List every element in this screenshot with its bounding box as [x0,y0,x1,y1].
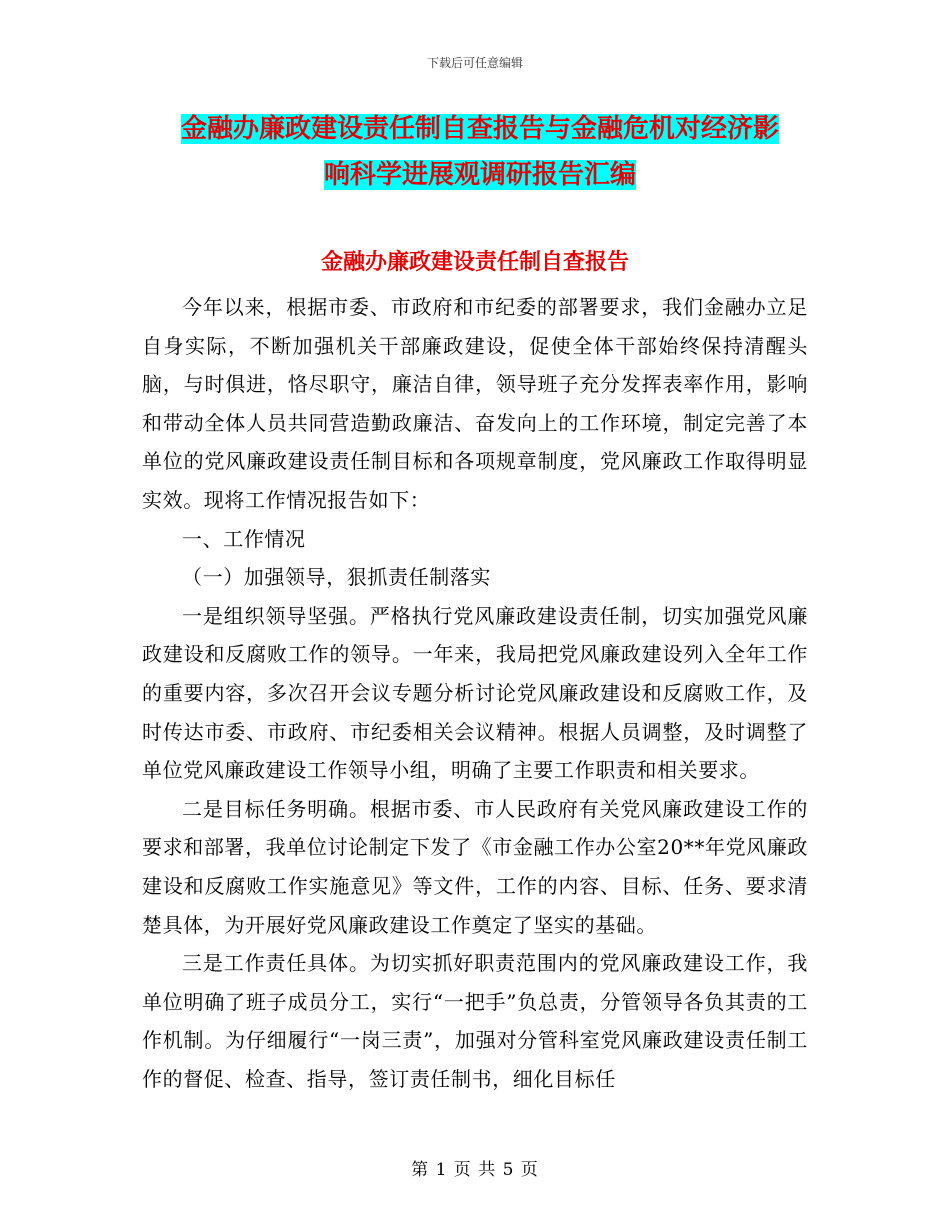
page-number: 第 1 页 共 5 页 [411,1160,539,1180]
subheading-strengthen-leadership: （一）加强领导，狠抓责任制落实 [182,565,491,590]
paragraph-intro: 今年以来，根据市委、市政府和市纪委的部署要求，我们金融办立足自身实际，不断加强机关干部廉政建设，促使全体干部始终保持清醒头脑，与时俱进，恪尽职守，廉洁自律，领导班子充分发挥表率作用，影响和带动全体人员共同营造勤政廉洁、奋发向上的工作环境，制定完善了本单位的党风廉政建设责任制目标和各项规章制度，党风廉政工作取得明显实效。现将工作情况报告如下： [142,295,808,512]
document-title-line-1: 金融办廉政建设责任制自查报告与金融危机对经济影 [180,114,779,144]
paragraph-specific-responsibility: 三是工作责任具体。为切实抓好职责范围内的党风廉政建设工作，我单位明确了班子成员分工，实行“一把手”负总责，分管领导各负其责的工作机制。为仔细履行“一岗三责”，加强对分管科室党风廉政建设责任制工作的督促、检查、指导，签订责任制书，细化目标任 [142,951,808,1091]
document-title [140,106,820,198]
page-header-note: 下载后可任意编辑 [426,56,523,70]
paragraph-organization-leadership: 一是组织领导坚强。严格执行党风廉政建设责任制，切实加强党风廉政建设和反腐败工作的领导。一年来，我局把党风廉政建设列入全年工作的重要内容，多次召开会议专题分析讨论党风廉政建设和反腐败工作，及时传达市委、市政府、市纪委相关会议精神。根据人员调整，及时调整了单位党风廉政建设工作领导小组，明确了主要工作职责和相关要求。 [142,603,808,783]
paragraph-clear-targets: 二是目标任务明确。根据市委、市人民政府有关党风廉政建设工作的要求和部署，我单位讨论制定下发了《市金融工作办公室20**年党风廉政建设和反腐败工作实施意见》等文件，工作的内容、目标、任务、要求清楚具体，为开展好党风廉政建设工作奠定了坚实的基础。 [142,796,808,937]
section-title: 金融办廉政建设责任制自查报告 [320,250,629,275]
document-title-line-2: 响科学进展观调研报告汇编 [323,160,636,190]
heading-work-situation: 一、工作情况 [182,526,306,551]
document-body [142,288,808,1098]
